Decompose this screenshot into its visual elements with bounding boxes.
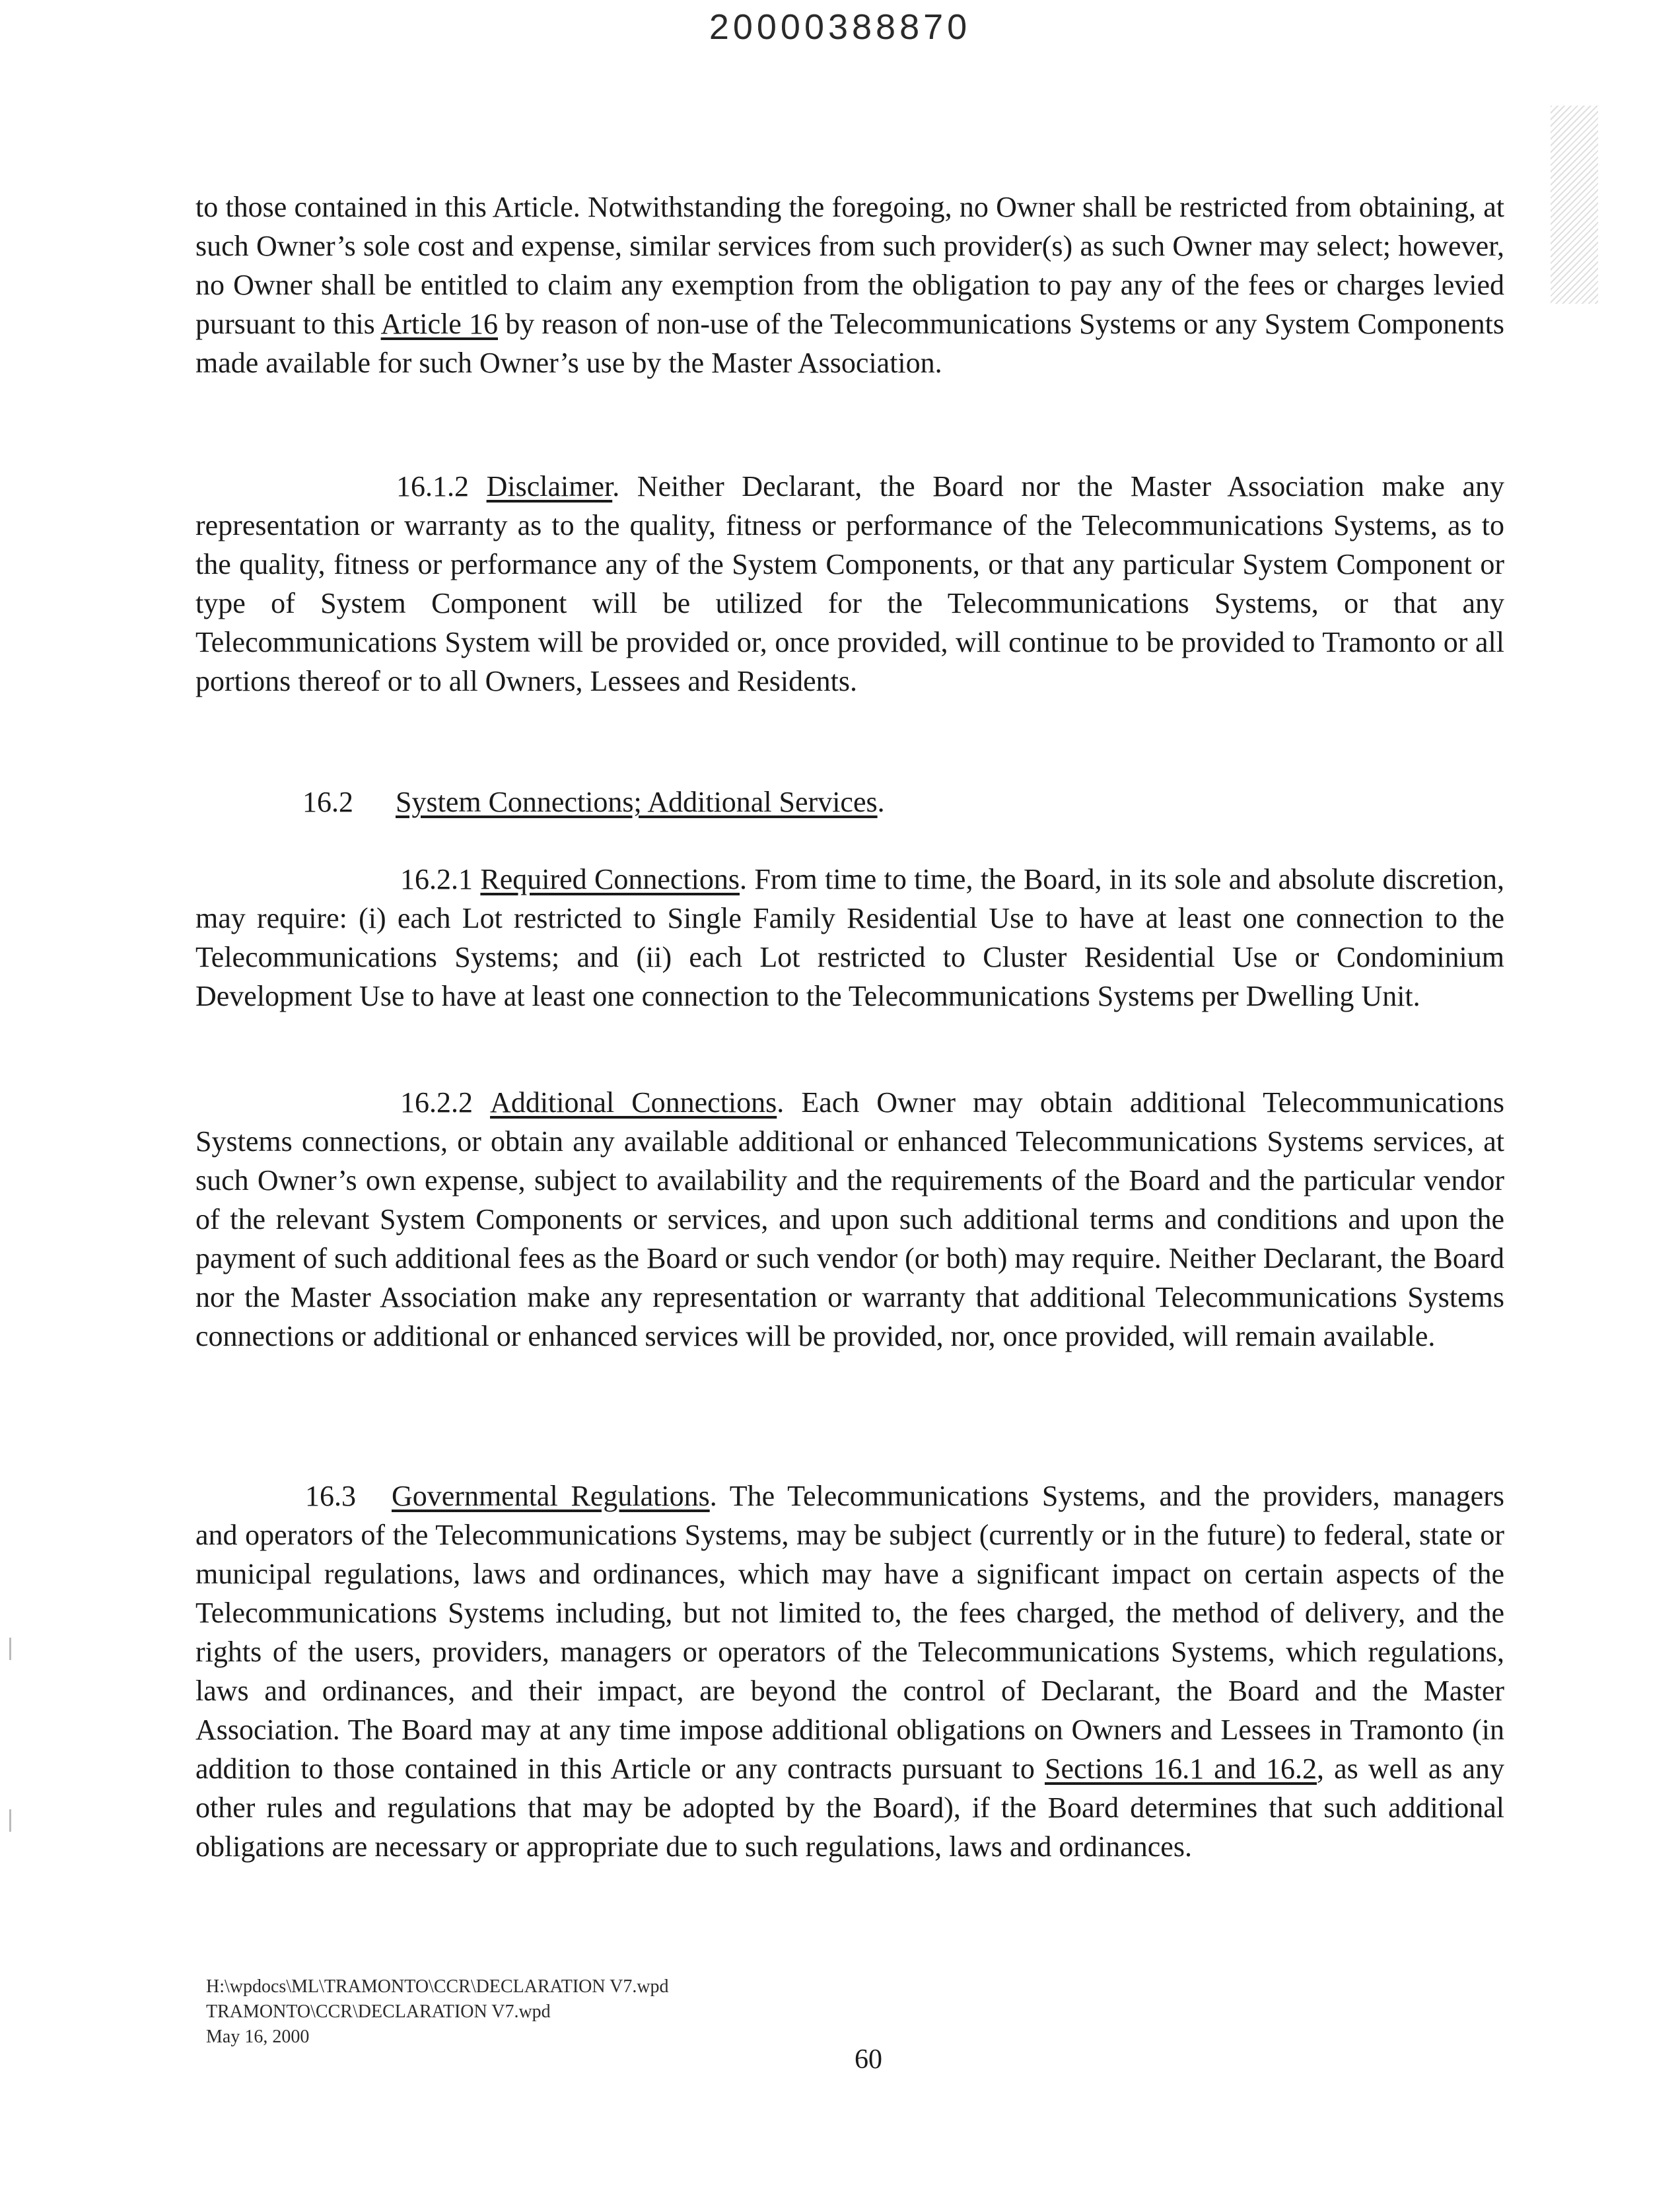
section-title: Governmental Regulations [392, 1480, 710, 1512]
section-number: 16.2.1 [400, 863, 473, 895]
page-number: 60 [855, 2044, 882, 2075]
section-title: Additional Connections [490, 1086, 777, 1119]
footer-path-line: H:\wpdocs\ML\TRAMONTO\CCR\DECLARATION V7.wpd [206, 1976, 669, 1997]
section-number: 16.1.2 [396, 470, 469, 503]
section-16-3: 16.3 Governmental Regulations. The Telecommunications Systems, and the providers, managers and operators of the Telecommunications Systems, may be subject (currently or in the future) to federal, state or municipal regulations, laws and ordinances, which may have a significant impact on certain aspects of the Telecommunications Systems including, but not limited to, the fees charged, the method of delivery, and the rights of the users, providers, managers or operators of the Telecommunications Systems, which regulations, laws and ordinances, and their impact, are beyond the control of Declarant, the Board and the Master Association. The Board may at any time impose additional obligations on Owners and Lessees in Tramonto (in addition to those contained in this Article or any contracts pursuant to Sections 16.1 and 16.2, as well as any other rules and regulations that may be adopted by the Board), if the Board determines that such additional obligations are necessary or appropriate due to such regulations, laws and ordinances. [195, 1480, 1505, 1863]
section-number: 16.3 [305, 1480, 356, 1512]
scan-margin-mark [9, 1638, 11, 1660]
footer-date: May 16, 2000 [206, 2027, 310, 2047]
section-title: System Connections; Additional Services [396, 786, 878, 818]
section-16-2-2: 16.2.2 Additional Connections. Each Owner may obtain additional Telecommunications Systems connections, or obtain any available additional or enhanced Telecommunications Systems services, at such Owner’s own expense, subject to availability and the requirements of the Board and the particular vendor of the relevant System Components or services, and upon such additional terms and conditions and upon the payment of such additional fees as the Board or such vendor (or both) may require. Neither Declarant, the Board nor the Master Association make any representation or warranty that additional Telecommunications Systems connections or additional or enhanced services will be provided, nor, once provided, will remain available. [195, 1086, 1505, 1352]
section-number: 16.2.2 [400, 1086, 473, 1119]
sections-reference: Sections 16.1 and 16.2 [1044, 1753, 1317, 1785]
section-16-2-heading: 16.2 System Connections; Additional Services. [302, 786, 885, 818]
section-16-2-1: 16.2.1 Required Connections. From time to time, the Board, in its sole and absolute discretion, may require: (i) each Lot restricted to Single Family Residential Use to have at least one connection to the Telecommunications Systems; and (ii) each Lot restricted to Cluster Residential Use or Condominium Development Use to have at least one connection to the Telecommunications Systems per Dwelling Unit. [195, 863, 1505, 1012]
section-title: Required Connections [480, 863, 740, 895]
section-title: Disclaimer [486, 470, 613, 503]
section-16-1-2: 16.1.2 Disclaimer. Neither Declarant, the Board nor the Master Association make any representation or warranty as to the quality, fitness or performance of the Telecommunications Systems, as to the quality, fitness or performance any of the System Components, or that any particular System Component or type of System Component will be utilized for the Telecommunications Systems, or that any Telecommunications System will be provided or, once provided, will continue to be provided to Tramonto or all portions thereof or to all Owners, Lessees and Residents. [195, 470, 1504, 697]
section-number: 16.2 [302, 786, 353, 818]
footer-path-line: TRAMONTO\CCR\DECLARATION V7.wpd [206, 2001, 551, 2022]
paragraph-continued: to those contained in this Article. Notwithstanding the foregoing, no Owner shall be restricted from obtaining, at such Owner’s sole cost and expense, similar services from such provider(s) as such Owner may select; however, no Owner shall be entitled to claim any exemption from the obligation to pay any of the fees or charges levied pursuant to this Article 16 by reason of non-use of the Telecommunications Systems or any System Components made available for such Owner’s use by the Master Association. [195, 191, 1504, 379]
file-path-footer [206, 1974, 669, 2050]
scan-margin-mark [9, 1809, 11, 1832]
margin-stamp-mark [1551, 106, 1598, 304]
article-16-reference: Article 16 [380, 308, 498, 340]
document-number: 20000388870 [709, 7, 971, 47]
